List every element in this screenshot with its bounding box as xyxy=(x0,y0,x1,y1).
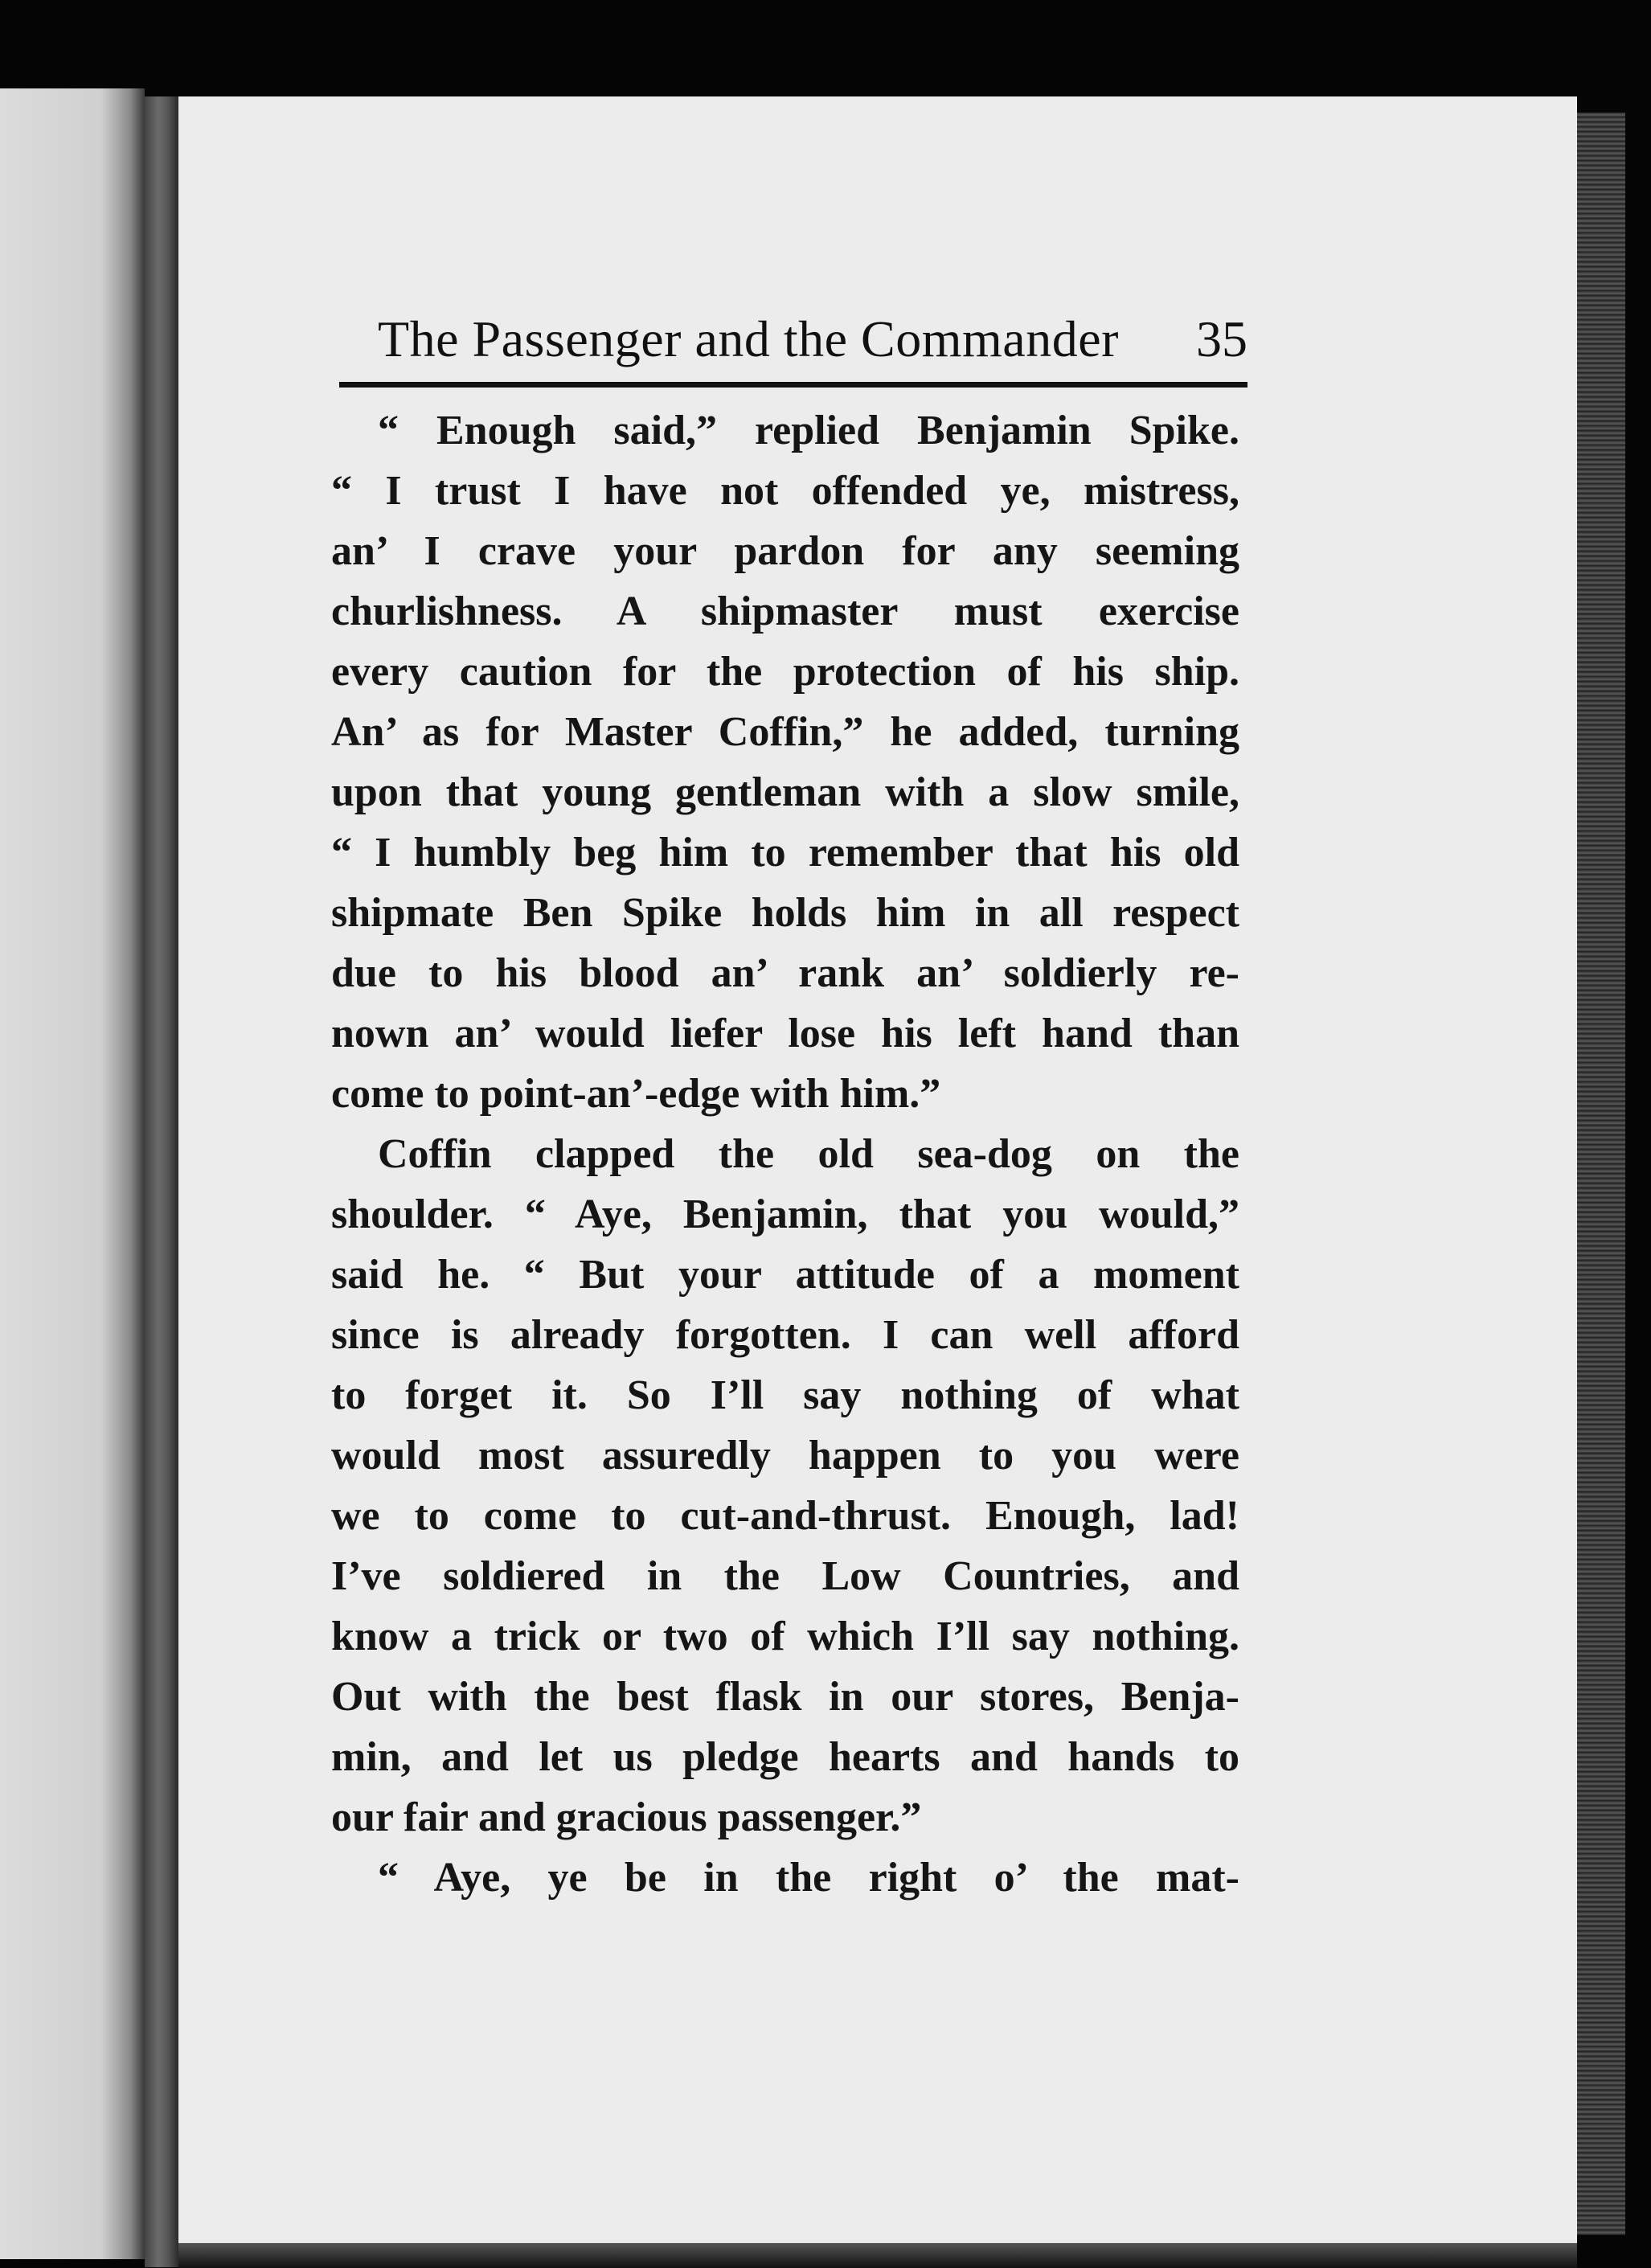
left-page-edge xyxy=(0,88,145,2259)
text-line: “ I trust I have not offended ye, mistress, xyxy=(331,468,1239,514)
text-line: upon that young gentleman with a slow smile, xyxy=(331,769,1239,815)
text-line: “ Aye, ye be in the right o’ the mat- xyxy=(378,1855,1239,1901)
text-line: churlishness. A shipmaster must exercise xyxy=(331,589,1239,634)
text-line: shoulder. “ Aye, Benjamin, that you would,” xyxy=(331,1191,1239,1237)
text-line: Out with the best flask in our stores, Benja- xyxy=(331,1674,1239,1720)
text-line: “ I humbly beg him to remember that his old xyxy=(331,830,1239,876)
text-line: know a trick or two of which I’ll say nothing. xyxy=(331,1614,1239,1659)
text-line: said he. “ But your attitude of a moment xyxy=(331,1252,1239,1298)
text-line: an’ I crave your pardon for any seeming xyxy=(331,528,1239,574)
book-gutter xyxy=(145,96,178,2267)
header-rule xyxy=(339,382,1247,388)
text-line: come to point-an’-edge with him.” xyxy=(331,1071,941,1117)
text-line: I’ve soldiered in the Low Countries, and xyxy=(331,1553,1239,1599)
text-line: due to his blood an’ rank an’ soldierly re- xyxy=(331,950,1239,996)
text-line: nown an’ would liefer lose his left hand than xyxy=(331,1011,1239,1056)
text-line: “ Enough said,” replied Benjamin Spike. xyxy=(378,408,1239,453)
text-line: would most assuredly happen to you were xyxy=(331,1433,1239,1479)
bottom-page-edge xyxy=(178,2243,1577,2268)
text-line: since is already forgotten. I can well afford xyxy=(331,1312,1239,1358)
text-line: to forget it. So I’ll say nothing of what xyxy=(331,1372,1239,1418)
text-line: An’ as for Master Coffin,” he added, turning xyxy=(331,709,1239,755)
text-line: Coffin clapped the old sea-dog on the xyxy=(378,1131,1239,1177)
running-header xyxy=(378,310,1247,374)
text-line: min, and let us pledge hearts and hands to xyxy=(331,1734,1239,1780)
text-line: our fair and gracious passenger.” xyxy=(331,1794,922,1840)
text-line: shipmate Ben Spike holds him in all respect xyxy=(331,890,1239,936)
running-head-title: The Passenger and the Commander xyxy=(378,310,1119,367)
page-stack-edge xyxy=(1577,113,1625,2235)
page-number: 35 xyxy=(1196,310,1247,367)
body-text xyxy=(331,400,1239,1908)
text-line: we to come to cut-and-thrust. Enough, lad! xyxy=(331,1493,1239,1539)
text-line: every caution for the protection of his ship. xyxy=(331,649,1239,695)
